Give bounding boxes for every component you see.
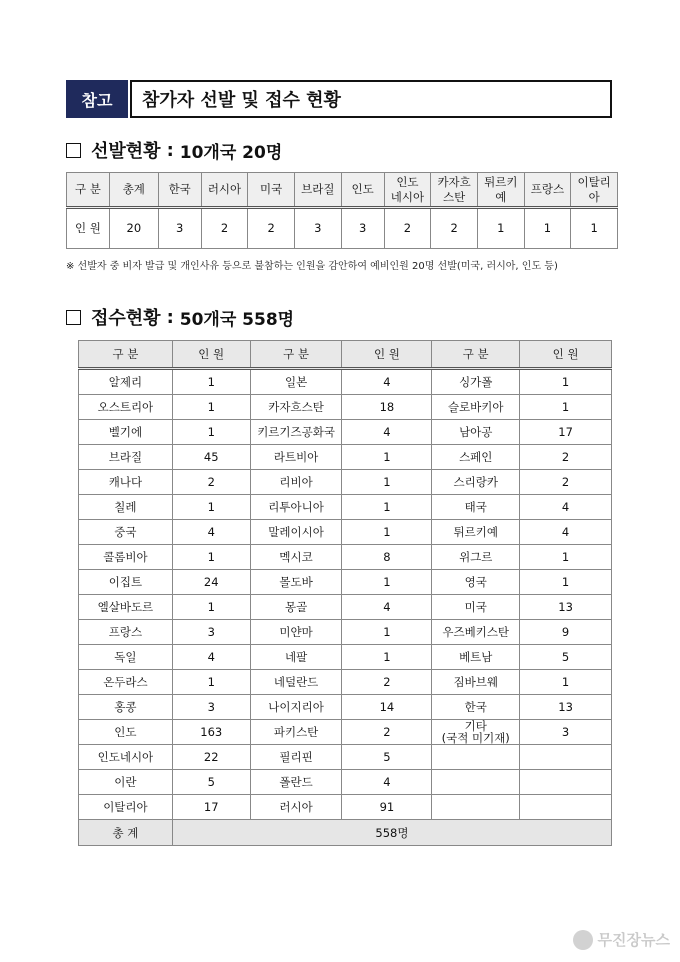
- selection-summary: 10개국 20명: [179, 142, 283, 163]
- table-cell: 3: [341, 208, 384, 249]
- reception-header-row: [79, 341, 612, 369]
- table-cell: 5: [342, 745, 432, 770]
- table-cell: 17: [520, 420, 612, 445]
- selection-heading-label: 선발현황: [91, 141, 161, 162]
- table-row: [79, 520, 612, 545]
- table-header-cell: 이탈리 아: [571, 173, 618, 208]
- table-header-cell: 프랑스: [524, 173, 571, 208]
- table-row: [79, 369, 612, 395]
- table-cell: 홍콩: [79, 695, 173, 720]
- table-cell: 3: [520, 720, 612, 745]
- table-row: [79, 620, 612, 645]
- table-cell: 태국: [432, 495, 520, 520]
- table-cell: 기타 (국적 미기재): [432, 720, 520, 745]
- table-header-cell: 인 원: [520, 341, 612, 369]
- table-cell: 리비아: [250, 470, 342, 495]
- table-cell: 남아공: [432, 420, 520, 445]
- table-cell: 22: [172, 745, 250, 770]
- table-cell: 라트비아: [250, 445, 342, 470]
- table-row: [79, 795, 612, 820]
- table-cell: 엘살바도르: [79, 595, 173, 620]
- table-cell: 2: [201, 208, 248, 249]
- table-cell: 알제리: [79, 369, 173, 395]
- table-cell: 프랑스: [79, 620, 173, 645]
- table-cell: 4: [342, 369, 432, 395]
- table-cell: 4: [172, 645, 250, 670]
- table-cell: 20: [109, 208, 158, 249]
- table-row: [79, 695, 612, 720]
- table-row: [79, 545, 612, 570]
- watermark-text: 무진장뉴스: [597, 931, 670, 949]
- table-cell: 45: [172, 445, 250, 470]
- table-cell: 1: [520, 670, 612, 695]
- table-cell: [520, 795, 612, 820]
- table-cell: 네덜란드: [250, 670, 342, 695]
- table-cell: 4: [172, 520, 250, 545]
- table-cell: 인 원: [67, 208, 110, 249]
- table-cell: 브라질: [79, 445, 173, 470]
- table-cell: 온두라스: [79, 670, 173, 695]
- table-cell: 3: [158, 208, 201, 249]
- table-cell: 2: [172, 470, 250, 495]
- table-header-cell: 구 분: [250, 341, 342, 369]
- table-cell: 14: [342, 695, 432, 720]
- table-cell: 우즈베키스탄: [432, 620, 520, 645]
- table-cell: 9: [520, 620, 612, 645]
- table-header-cell: 인 원: [342, 341, 432, 369]
- table-cell: 1: [520, 570, 612, 595]
- reference-tag: 참고: [66, 80, 128, 118]
- table-cell: 스페인: [432, 445, 520, 470]
- checkbox-icon: [66, 310, 81, 325]
- table-cell: 1: [172, 369, 250, 395]
- table-cell: 미국: [432, 595, 520, 620]
- table-cell: 인도네시아: [79, 745, 173, 770]
- table-cell: 2: [520, 445, 612, 470]
- table-cell: 리투아니아: [250, 495, 342, 520]
- selection-note: ※ 선발자 중 비자 발급 및 개인사유 등으로 불참하는 인원을 감안하여 예비인원 20명 선발(미국, 러시아, 인도 등): [66, 261, 558, 272]
- table-cell: 파키스탄: [250, 720, 342, 745]
- table-header-cell: 총계: [109, 173, 158, 208]
- table-cell: 벨기에: [79, 420, 173, 445]
- table-cell: 1: [477, 208, 524, 249]
- table-row: [79, 470, 612, 495]
- table-row: [79, 770, 612, 795]
- reception-heading: 접수현황 : 50개국 558명: [66, 304, 294, 330]
- selection-heading: 선발현황 : 10개국 20명: [66, 137, 282, 163]
- table-cell: 짐바브웨: [432, 670, 520, 695]
- table-cell: [432, 795, 520, 820]
- table-cell: 24: [172, 570, 250, 595]
- table-cell: 이탈리아: [79, 795, 173, 820]
- table-cell: 1: [342, 620, 432, 645]
- table-cell: 4: [520, 520, 612, 545]
- table-cell: 4: [342, 420, 432, 445]
- table-cell: 인도: [79, 720, 173, 745]
- table-header-cell: 인도 네시아: [384, 173, 431, 208]
- table-cell: 1: [524, 208, 571, 249]
- table-cell: 2: [248, 208, 295, 249]
- reference-title: 참가자 선발 및 접수 현황: [130, 80, 612, 118]
- table-cell: 중국: [79, 520, 173, 545]
- table-cell: 2: [342, 670, 432, 695]
- table-row: [79, 495, 612, 520]
- checkbox-icon: [66, 143, 81, 158]
- table-cell: 콜롬비아: [79, 545, 173, 570]
- table-cell: 미얀마: [250, 620, 342, 645]
- table-cell: 1: [520, 395, 612, 420]
- total-value: 558명: [172, 820, 611, 846]
- table-cell: 멕시코: [250, 545, 342, 570]
- table-cell: 슬로바키아: [432, 395, 520, 420]
- table-cell: 2: [342, 720, 432, 745]
- reception-heading-label: 접수현황: [91, 308, 161, 329]
- table-cell: 13: [520, 595, 612, 620]
- total-row: [79, 820, 612, 846]
- table-row: [79, 595, 612, 620]
- table-cell: 1: [172, 545, 250, 570]
- watermark: [573, 929, 670, 950]
- table-cell: 1: [342, 445, 432, 470]
- table-cell: 2: [520, 470, 612, 495]
- table-cell: 위그르: [432, 545, 520, 570]
- table-row: [79, 645, 612, 670]
- table-cell: 몰도바: [250, 570, 342, 595]
- table-cell: 4: [520, 495, 612, 520]
- table-cell: [520, 770, 612, 795]
- table-cell: 8: [342, 545, 432, 570]
- table-cell: 5: [172, 770, 250, 795]
- table-cell: 5: [520, 645, 612, 670]
- table-cell: 1: [571, 208, 618, 249]
- table-cell: 1: [520, 369, 612, 395]
- table-header-cell: 튀르키 예: [477, 173, 524, 208]
- table-cell: 네팔: [250, 645, 342, 670]
- table-cell: 영국: [432, 570, 520, 595]
- table-header-cell: 미국: [248, 173, 295, 208]
- table-row: [79, 420, 612, 445]
- table-header-cell: 인 원: [172, 341, 250, 369]
- table-cell: 폴란드: [250, 770, 342, 795]
- reference-box: [66, 80, 612, 118]
- table-cell: 몽골: [250, 595, 342, 620]
- table-cell: 1: [342, 570, 432, 595]
- table-header-cell: 브라질: [294, 173, 341, 208]
- table-cell: 싱가폴: [432, 369, 520, 395]
- table-cell: 베트남: [432, 645, 520, 670]
- table-cell: 스리랑카: [432, 470, 520, 495]
- table-row: [79, 570, 612, 595]
- selection-body-row: [67, 208, 618, 249]
- table-cell: 3: [172, 695, 250, 720]
- table-cell: 오스트리아: [79, 395, 173, 420]
- table-cell: 1: [172, 420, 250, 445]
- table-cell: 4: [342, 595, 432, 620]
- table-cell: 1: [342, 470, 432, 495]
- table-cell: 독일: [79, 645, 173, 670]
- table-cell: 캐나다: [79, 470, 173, 495]
- table-cell: 1: [342, 520, 432, 545]
- table-cell: 러시아: [250, 795, 342, 820]
- table-cell: [432, 770, 520, 795]
- table-cell: 17: [172, 795, 250, 820]
- table-row: [79, 720, 612, 745]
- table-header-cell: 카자흐 스탄: [431, 173, 478, 208]
- table-cell: 4: [342, 770, 432, 795]
- table-header-cell: 러시아: [201, 173, 248, 208]
- table-cell: 1: [520, 545, 612, 570]
- table-cell: 나이지리아: [250, 695, 342, 720]
- table-header-cell: 구 분: [67, 173, 110, 208]
- table-row: [79, 745, 612, 770]
- table-cell: 필리핀: [250, 745, 342, 770]
- table-cell: 3: [172, 620, 250, 645]
- watermark-logo-icon: [573, 930, 593, 950]
- reception-table: [78, 340, 612, 846]
- table-header-cell: 구 분: [79, 341, 173, 369]
- table-row: [79, 395, 612, 420]
- selection-header-row: [67, 173, 618, 208]
- table-cell: 일본: [250, 369, 342, 395]
- table-cell: 1: [172, 670, 250, 695]
- table-cell: 13: [520, 695, 612, 720]
- selection-table: [66, 172, 618, 249]
- table-row: [79, 445, 612, 470]
- table-cell: 키르기즈공화국: [250, 420, 342, 445]
- table-cell: 칠레: [79, 495, 173, 520]
- table-cell: 이집트: [79, 570, 173, 595]
- table-cell: 1: [342, 645, 432, 670]
- table-cell: 튀르키예: [432, 520, 520, 545]
- table-cell: 91: [342, 795, 432, 820]
- table-cell: 1: [172, 495, 250, 520]
- table-cell: 3: [294, 208, 341, 249]
- table-header-cell: 인도: [341, 173, 384, 208]
- table-cell: 2: [384, 208, 431, 249]
- table-cell: 2: [431, 208, 478, 249]
- table-cell: 이란: [79, 770, 173, 795]
- reception-summary: 50개국 558명: [179, 309, 295, 330]
- table-cell: 1: [172, 395, 250, 420]
- table-cell: [520, 745, 612, 770]
- table-cell: 1: [172, 595, 250, 620]
- table-cell: 1: [342, 495, 432, 520]
- table-cell: 163: [172, 720, 250, 745]
- total-label: 총 계: [79, 820, 173, 846]
- table-cell: 18: [342, 395, 432, 420]
- table-cell: [432, 745, 520, 770]
- table-cell: 한국: [432, 695, 520, 720]
- table-header-cell: 구 분: [432, 341, 520, 369]
- table-cell: 말레이시아: [250, 520, 342, 545]
- table-row: [79, 670, 612, 695]
- table-cell: 카자흐스탄: [250, 395, 342, 420]
- table-header-cell: 한국: [158, 173, 201, 208]
